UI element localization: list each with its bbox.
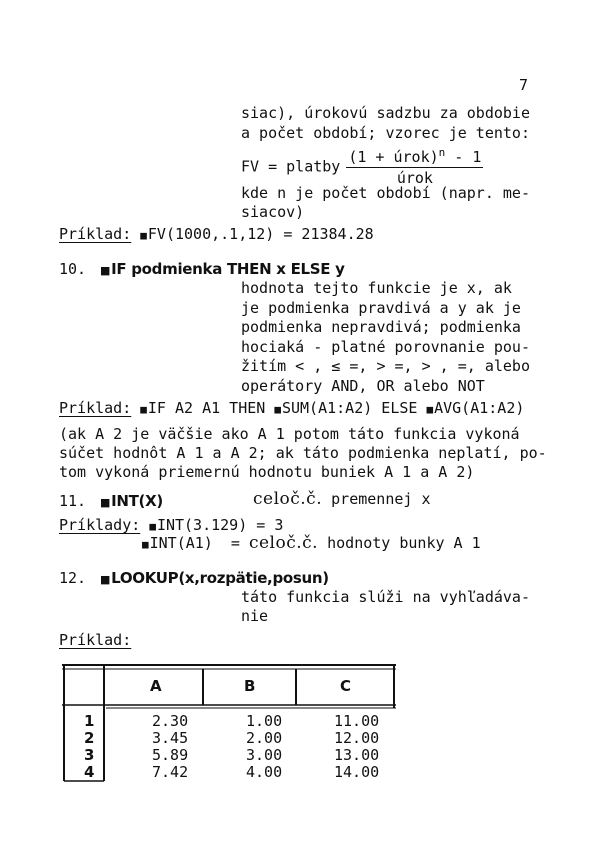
item-11-number: 11.: [59, 492, 87, 510]
example-if-part-2: SUM(A1:A2) ELSE: [281, 399, 427, 417]
item-10-line-6: operátory AND, OR alebo NOT: [241, 377, 485, 395]
table-cell: 5.89: [152, 746, 189, 764]
example-if: [59, 399, 524, 417]
examples-label: Príklady:: [59, 516, 141, 534]
column-header-b: B: [244, 677, 256, 695]
marker-square-icon: ■: [100, 496, 111, 509]
table-cell: 2.00: [246, 729, 283, 747]
example-lookup-label: Príklad:: [59, 631, 132, 649]
after-formula-line-2: siacov): [241, 203, 305, 221]
formula-fraction: [346, 146, 483, 187]
intro-line-1: siac), úrokovú sadzbu za obdobie: [241, 104, 530, 122]
marker-square-icon: ■: [140, 403, 147, 416]
item-12-title-text: LOOKUP(x,rozpätie,posun): [111, 569, 329, 587]
item-10-line-1: hodnota tejto funkcie je x, ak: [241, 279, 512, 297]
item-10-title: [100, 260, 345, 278]
row-label: 4: [84, 763, 95, 781]
formula-exponent: n: [438, 146, 446, 159]
example-fv-text: FV(1000,.1,12) = 21384.28: [147, 225, 374, 243]
row-label: 2: [84, 729, 95, 747]
handwritten-note: celoč.č.: [253, 489, 323, 509]
marker-square-icon: ■: [149, 520, 156, 533]
handwritten-note: celoč.č.: [248, 533, 319, 553]
column-header-a: A: [150, 677, 162, 695]
example-label: Príklad:: [59, 399, 132, 417]
example-int-1: [59, 516, 283, 534]
formula-numerator: (1 + úrok)$^n$ - 1: [348, 146, 482, 166]
fv-formula: [241, 146, 483, 187]
marker-square-icon: ■: [100, 264, 111, 277]
page-number: 7: [519, 76, 529, 94]
example-int-1-text: INT(3.129) = 3: [156, 516, 284, 534]
table-cell: 13.00: [334, 746, 380, 764]
item-10-line-3: podmienka nepravdivá; podmienka: [241, 318, 521, 336]
example-fv: [59, 225, 374, 243]
item-10-explanation-2: súčet hodnôt A 1 a A 2; ak táto podmienka neplatí, po-: [59, 444, 547, 462]
table-cell: 2.30: [152, 712, 189, 730]
table-cell: 12.00: [334, 729, 380, 747]
row-label: 3: [84, 746, 95, 764]
item-12-line-2: nie: [241, 607, 269, 625]
item-11-title: [100, 492, 163, 510]
table-cell: 7.42: [152, 763, 189, 781]
example-if-part-1: IF A2 A1 THEN: [147, 399, 275, 417]
example-int-2: [142, 533, 481, 553]
table-cell: 3.00: [246, 746, 283, 764]
table-cell: 14.00: [334, 763, 380, 781]
marker-square-icon: ■: [100, 573, 111, 586]
item-10-explanation-3: tom vykoná priemernú hodnotu buniek A 1 a A 2): [59, 463, 475, 481]
column-header-c: C: [340, 677, 351, 695]
table-cell: 11.00: [334, 712, 380, 730]
example-int-2-eq: =: [212, 534, 249, 552]
formula-lhs: FV = platby: [241, 157, 341, 176]
item-10-line-4: hociaká - platné porovnanie pou-: [241, 338, 530, 356]
item-10-explanation-1: (ak A 2 je väčšie ako A 1 potom táto funkcia vykoná: [59, 425, 520, 443]
lookup-table: [62, 663, 396, 783]
after-formula-line-1: kde n je počet období (napr. me-: [241, 184, 530, 202]
row-label: 1: [84, 712, 95, 730]
item-12-line-1: táto funkcia slúži na vyhľadáva-: [241, 588, 530, 606]
item-11-description-text: premennej x: [322, 490, 431, 508]
table-cell: 4.00: [246, 763, 283, 781]
marker-square-icon: ■: [142, 538, 149, 551]
item-12-title: [100, 569, 329, 587]
item-10-line-5: žitím < , ≤ =, > =, > , =, alebo: [241, 357, 530, 375]
item-10-number: 10.: [59, 260, 87, 278]
example-label: Príklad:: [59, 225, 132, 243]
intro-line-2: a počet období; vzorec je tento:: [241, 124, 530, 142]
marker-square-icon: ■: [140, 229, 147, 242]
table-cell: 3.45: [152, 729, 189, 747]
item-11-title-text: INT(X): [111, 492, 163, 510]
example-int-2-code: INT(A1): [149, 534, 213, 552]
item-10-line-2: je podmienka pravdivá a y ak je: [241, 299, 521, 317]
item-12-number: 12.: [59, 569, 87, 587]
marker-square-icon: ■: [426, 403, 434, 416]
marker-square-icon: ■: [274, 403, 281, 416]
table-cell: 1.00: [246, 712, 283, 730]
item-11-description: [253, 489, 430, 509]
example-if-part-3: AVG(A1:A2): [434, 399, 525, 417]
example-int-2-tail: hodnoty bunky A 1: [318, 534, 481, 552]
formula-denominator: úrok: [396, 169, 433, 187]
item-10-title-text: IF podmienka THEN x ELSE y: [111, 260, 345, 278]
